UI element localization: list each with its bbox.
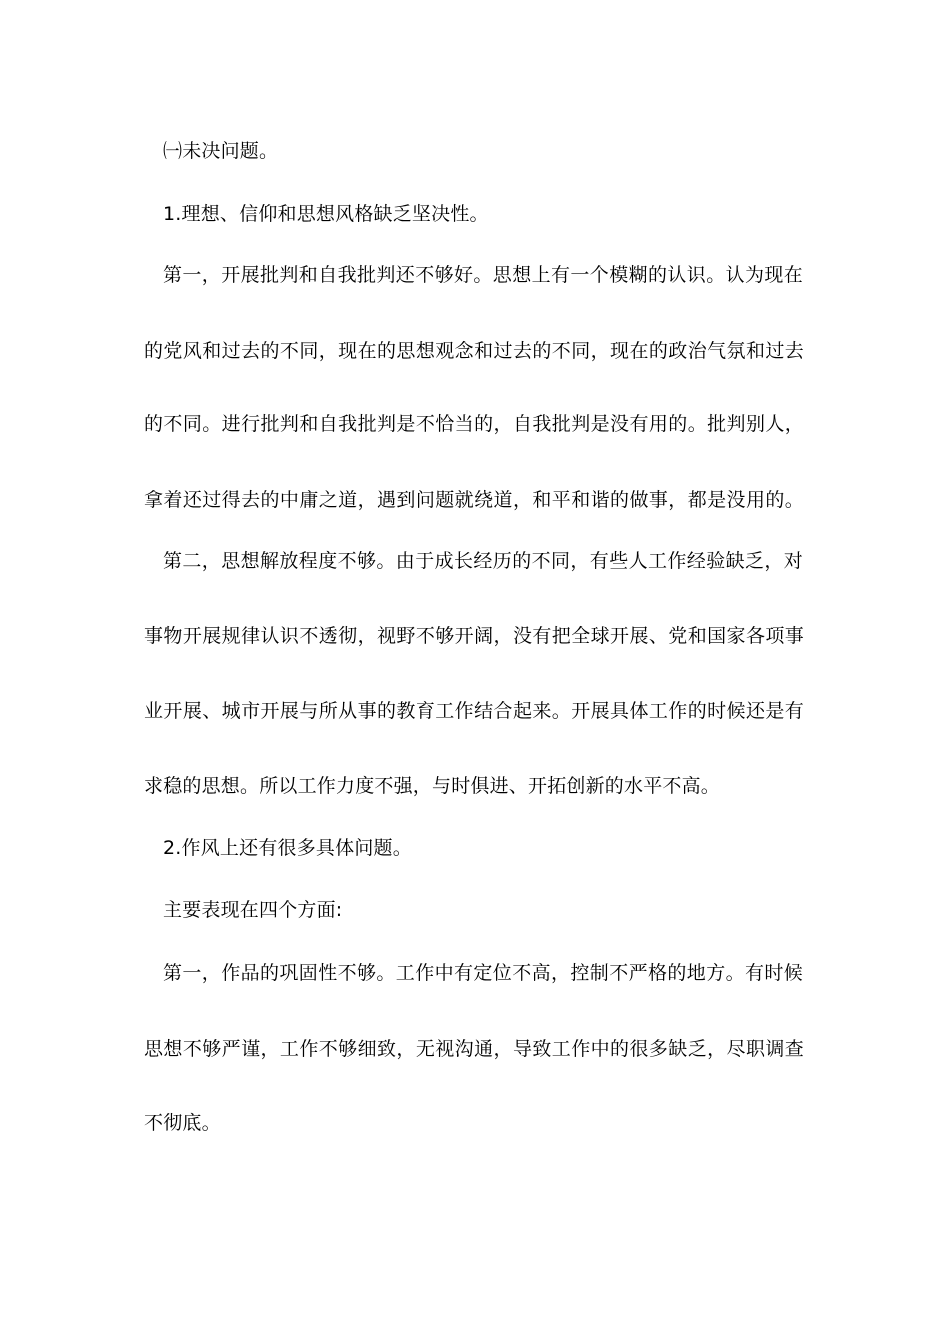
para3-line-3: 不彻底。 bbox=[144, 1112, 221, 1134]
para1-line-1: 第一，开展批判和自我批判还不够好。思想上有一个模糊的认识。认为现在 bbox=[163, 264, 803, 286]
para3-line-2: 思想不够严谨，工作不够细致，无视沟通，导致工作中的很多缺乏，尽职调查 bbox=[144, 1038, 804, 1060]
section2-title: 2.作风上还有很多具体问题。 bbox=[163, 837, 412, 859]
section1-title: 1.理想、信仰和思想风格缺乏坚决性。 bbox=[163, 203, 489, 225]
para2-line-1: 第二，思想解放程度不够。由于成长经历的不同，有些人工作经验缺乏，对 bbox=[163, 550, 803, 572]
para1-line-3: 的不同。进行批判和自我批判是不恰当的，自我批判是没有用的。批判别人， bbox=[144, 413, 804, 435]
para1-line-4: 拿着还过得去的中庸之道，遇到问题就绕道，和平和谐的做事，都是没用的。 bbox=[144, 489, 804, 511]
para3-line-1: 第一，作品的巩固性不够。工作中有定位不高，控制不严格的地方。有时候 bbox=[163, 962, 803, 984]
section2-intro: 主要表现在四个方面: bbox=[163, 899, 343, 921]
para1-line-2: 的党风和过去的不同，现在的思想观念和过去的不同，现在的政治气氛和过去 bbox=[144, 340, 804, 362]
para2-line-4: 求稳的思想。所以工作力度不强，与时俱进、开拓创新的水平不高。 bbox=[144, 775, 721, 797]
heading: ㈠未决问题。 bbox=[163, 140, 279, 162]
para2-line-2: 事物开展规律认识不透彻，视野不够开阔，没有把全球开展、党和国家各项事 bbox=[144, 625, 804, 647]
para2-line-3: 业开展、城市开展与所从事的教育工作结合起来。开展具体工作的时候还是有 bbox=[144, 700, 804, 722]
